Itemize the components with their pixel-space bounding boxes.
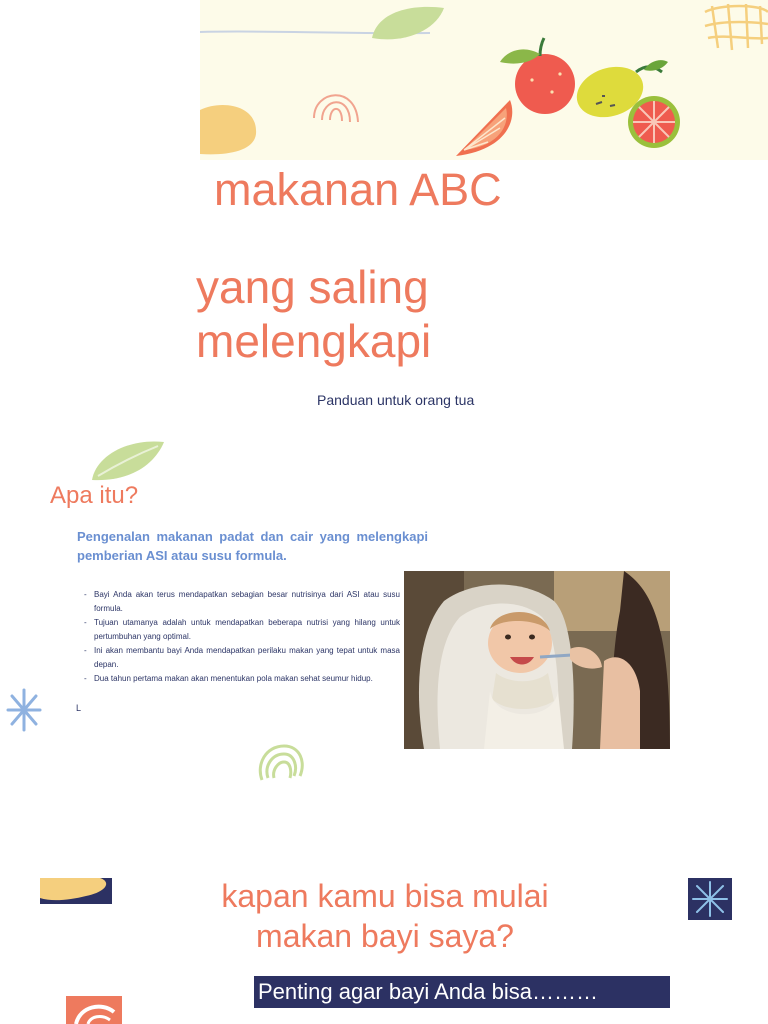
- mustard-block-icon: [40, 878, 112, 904]
- list-item: - Bayi Anda akan terus mendapatkan sebagian besar nutrisinya dari ASI atau susu formula.: [82, 588, 400, 616]
- list-item: - Tujuan utamanya adalah untuk mendapatkan beberapa nutrisi yang hilang untuk pertumbuhan yang optimal.: [82, 616, 400, 644]
- title-line-2: yang saling melengkapi: [196, 261, 432, 367]
- subtitle: Panduan untuk orang tua: [317, 392, 475, 408]
- leaf-icon: [372, 7, 444, 40]
- question-heading: kapan kamu bisa mulai makan bayi saya?: [221, 878, 549, 954]
- header-banner: [200, 0, 768, 160]
- footer-banner: Penting agar bayi Anda bisa………: [254, 976, 670, 1008]
- intro-paragraph: Pengenalan makanan padat dan cair yang melengkapi pemberian ASI atau susu formula.: [77, 529, 428, 563]
- baby-feeding-photo: [404, 571, 670, 749]
- scribble-icon: [256, 742, 308, 782]
- list-item: - Dua tahun pertama makan akan menentukan pola makan sehat seumur hidup.: [82, 672, 400, 686]
- grapefruit-slice-icon: [628, 96, 680, 148]
- swirl-icon: [66, 996, 122, 1024]
- stray-text: L: [76, 703, 82, 713]
- title-line-1: makanan ABC: [214, 164, 502, 215]
- scribble-icon: [705, 4, 768, 50]
- orange-slice-icon: [456, 100, 512, 156]
- leaf-icon: [88, 436, 168, 484]
- rainbow-icon: [314, 95, 358, 122]
- section-heading: Apa itu?: [50, 482, 139, 509]
- list-item: - Ini akan membantu bayi Anda mendapatkan perilaku makan yang tepat untuk masa depan.: [82, 644, 400, 672]
- orange-fruit-icon: [500, 38, 575, 114]
- mustard-blob-icon: [200, 105, 256, 154]
- star-burst-icon: [688, 878, 732, 920]
- bullet-list: [82, 588, 400, 686]
- star-burst-icon: [6, 688, 42, 732]
